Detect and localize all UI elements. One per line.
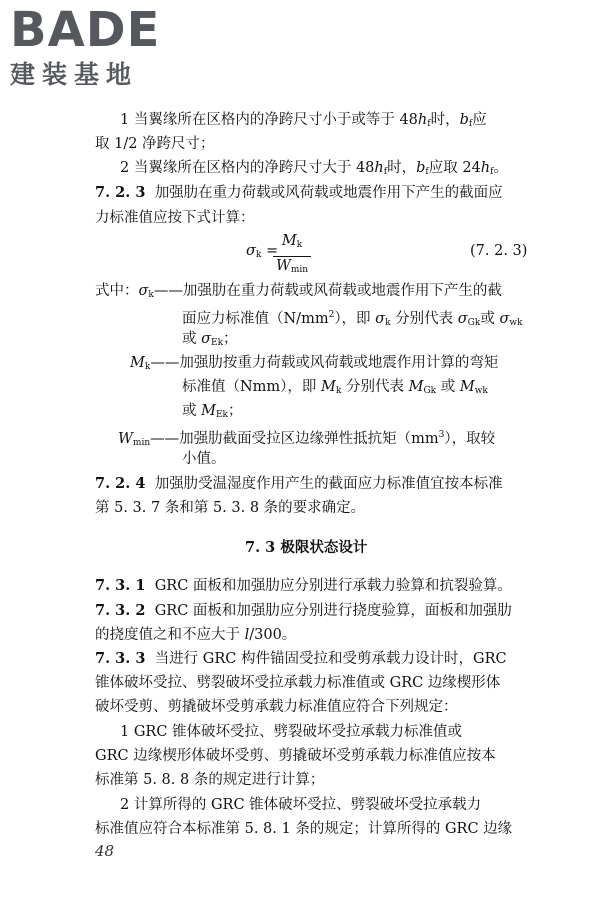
definition-line: 或 $\sigma_{Ek}$； — [182, 331, 238, 348]
paragraph-line: 锥体破坏受拉、劈裂破坏受拉承载力标准值或 GRC 边缘楔形体 — [95, 675, 501, 691]
paragraph-line: GRC 边缘楔形体破坏受剪、剪撬破坏受剪承载力标准值应按本 — [95, 748, 496, 764]
logo-subtitle: 建装基地 — [10, 60, 139, 89]
definition-line: $M_k——$加强肋按重力荷载或风荷载或地震作用计算的弯矩 — [130, 355, 499, 372]
paragraph-line: 标准值应符合本标准第 5. 8. 1 条的规定；计算所得的 GRC 边缘 — [95, 821, 513, 837]
paragraph-line: 第 5. 3. 7 条和第 5. 3. 8 条的要求确定。 — [95, 500, 366, 516]
clause-7-3-1: 7. 3. 1 GRC 面板和加强肋应分别进行承载力验算和抗裂验算。 — [95, 577, 512, 594]
definition-line: 式中：$\sigma_k——$加强肋在重力荷载或风荷载或地震作用下产生的截 — [95, 283, 502, 300]
paragraph-line: 标准第 5. 8. 8 条的规定进行计算； — [95, 772, 325, 788]
logo-brand: BADE — [10, 2, 161, 58]
paragraph-line: 取 1/2 净跨尺寸； — [95, 136, 215, 152]
definition-line: 标准值（Nmm），即 $M_k$ 分别代表 $M_{Gk}$ 或 $M_{wk}$ — [182, 379, 488, 396]
equation-number: (7. 2. 3) — [470, 243, 528, 259]
clause-7-3-2: 7. 3. 2 GRC 面板和加强肋应分别进行挠度验算，面板和加强肋 — [95, 602, 512, 619]
list-item: 2 计算所得的 GRC 锥体破坏受拉、劈裂破坏受拉承载力 — [120, 797, 482, 813]
definition-line: 或 $M_{Ek}$； — [182, 403, 243, 420]
definition-line: 小值。 — [182, 451, 226, 467]
definition-line: $W_{min}——$加强肋截面受拉区边缘弹性抵抗矩$(mm^3)$，取较 — [118, 430, 496, 448]
paragraph-line: 的挠度值之和不应大于 l/300。 — [95, 627, 297, 643]
brand-logo — [10, 2, 161, 90]
paragraph-line: 2 当翼缘所在区格内的净跨尺寸大于 $48h_f$时，$b_f$应取 $24h_f$。 — [120, 160, 508, 177]
paragraph-line: 破坏受剪、剪撬破坏受剪承载力标准值应符合下列规定： — [95, 699, 458, 715]
section-heading: 7. 3 极限状态设计 — [245, 539, 368, 556]
page-number: 48 — [95, 842, 115, 860]
clause-7-2-4: 7. 2. 4 加强肋受温湿度作用产生的截面应力标准值宜按本标准 — [95, 475, 503, 492]
clause-7-3-3: 7. 3. 3 当进行 GRC 构件锚固受拉和受剪承载力设计时，GRC — [95, 650, 507, 667]
definition-line: 面应力标准值$(N/mm^2)$，即 $\sigma_k$ 分别代表 $\sigma_{Gk}$或 $\sigma_{wk}$ — [182, 310, 523, 328]
formula-lhs: $\sigma_k$ = — [246, 243, 279, 260]
paragraph-line: 力标准值应按下式计算： — [95, 210, 255, 226]
list-item: 1 GRC 锥体破坏受拉、劈裂破坏受拉承载力标准值或 — [120, 724, 463, 740]
paragraph-line: 1 当翼缘所在区格内的净跨尺寸小于或等于 $48h_f$时，$b_f$应 — [120, 112, 487, 129]
clause-7-2-3: 7. 2. 3 加强肋在重力荷载或风荷载或地震作用下产生的截面应 — [95, 184, 503, 201]
